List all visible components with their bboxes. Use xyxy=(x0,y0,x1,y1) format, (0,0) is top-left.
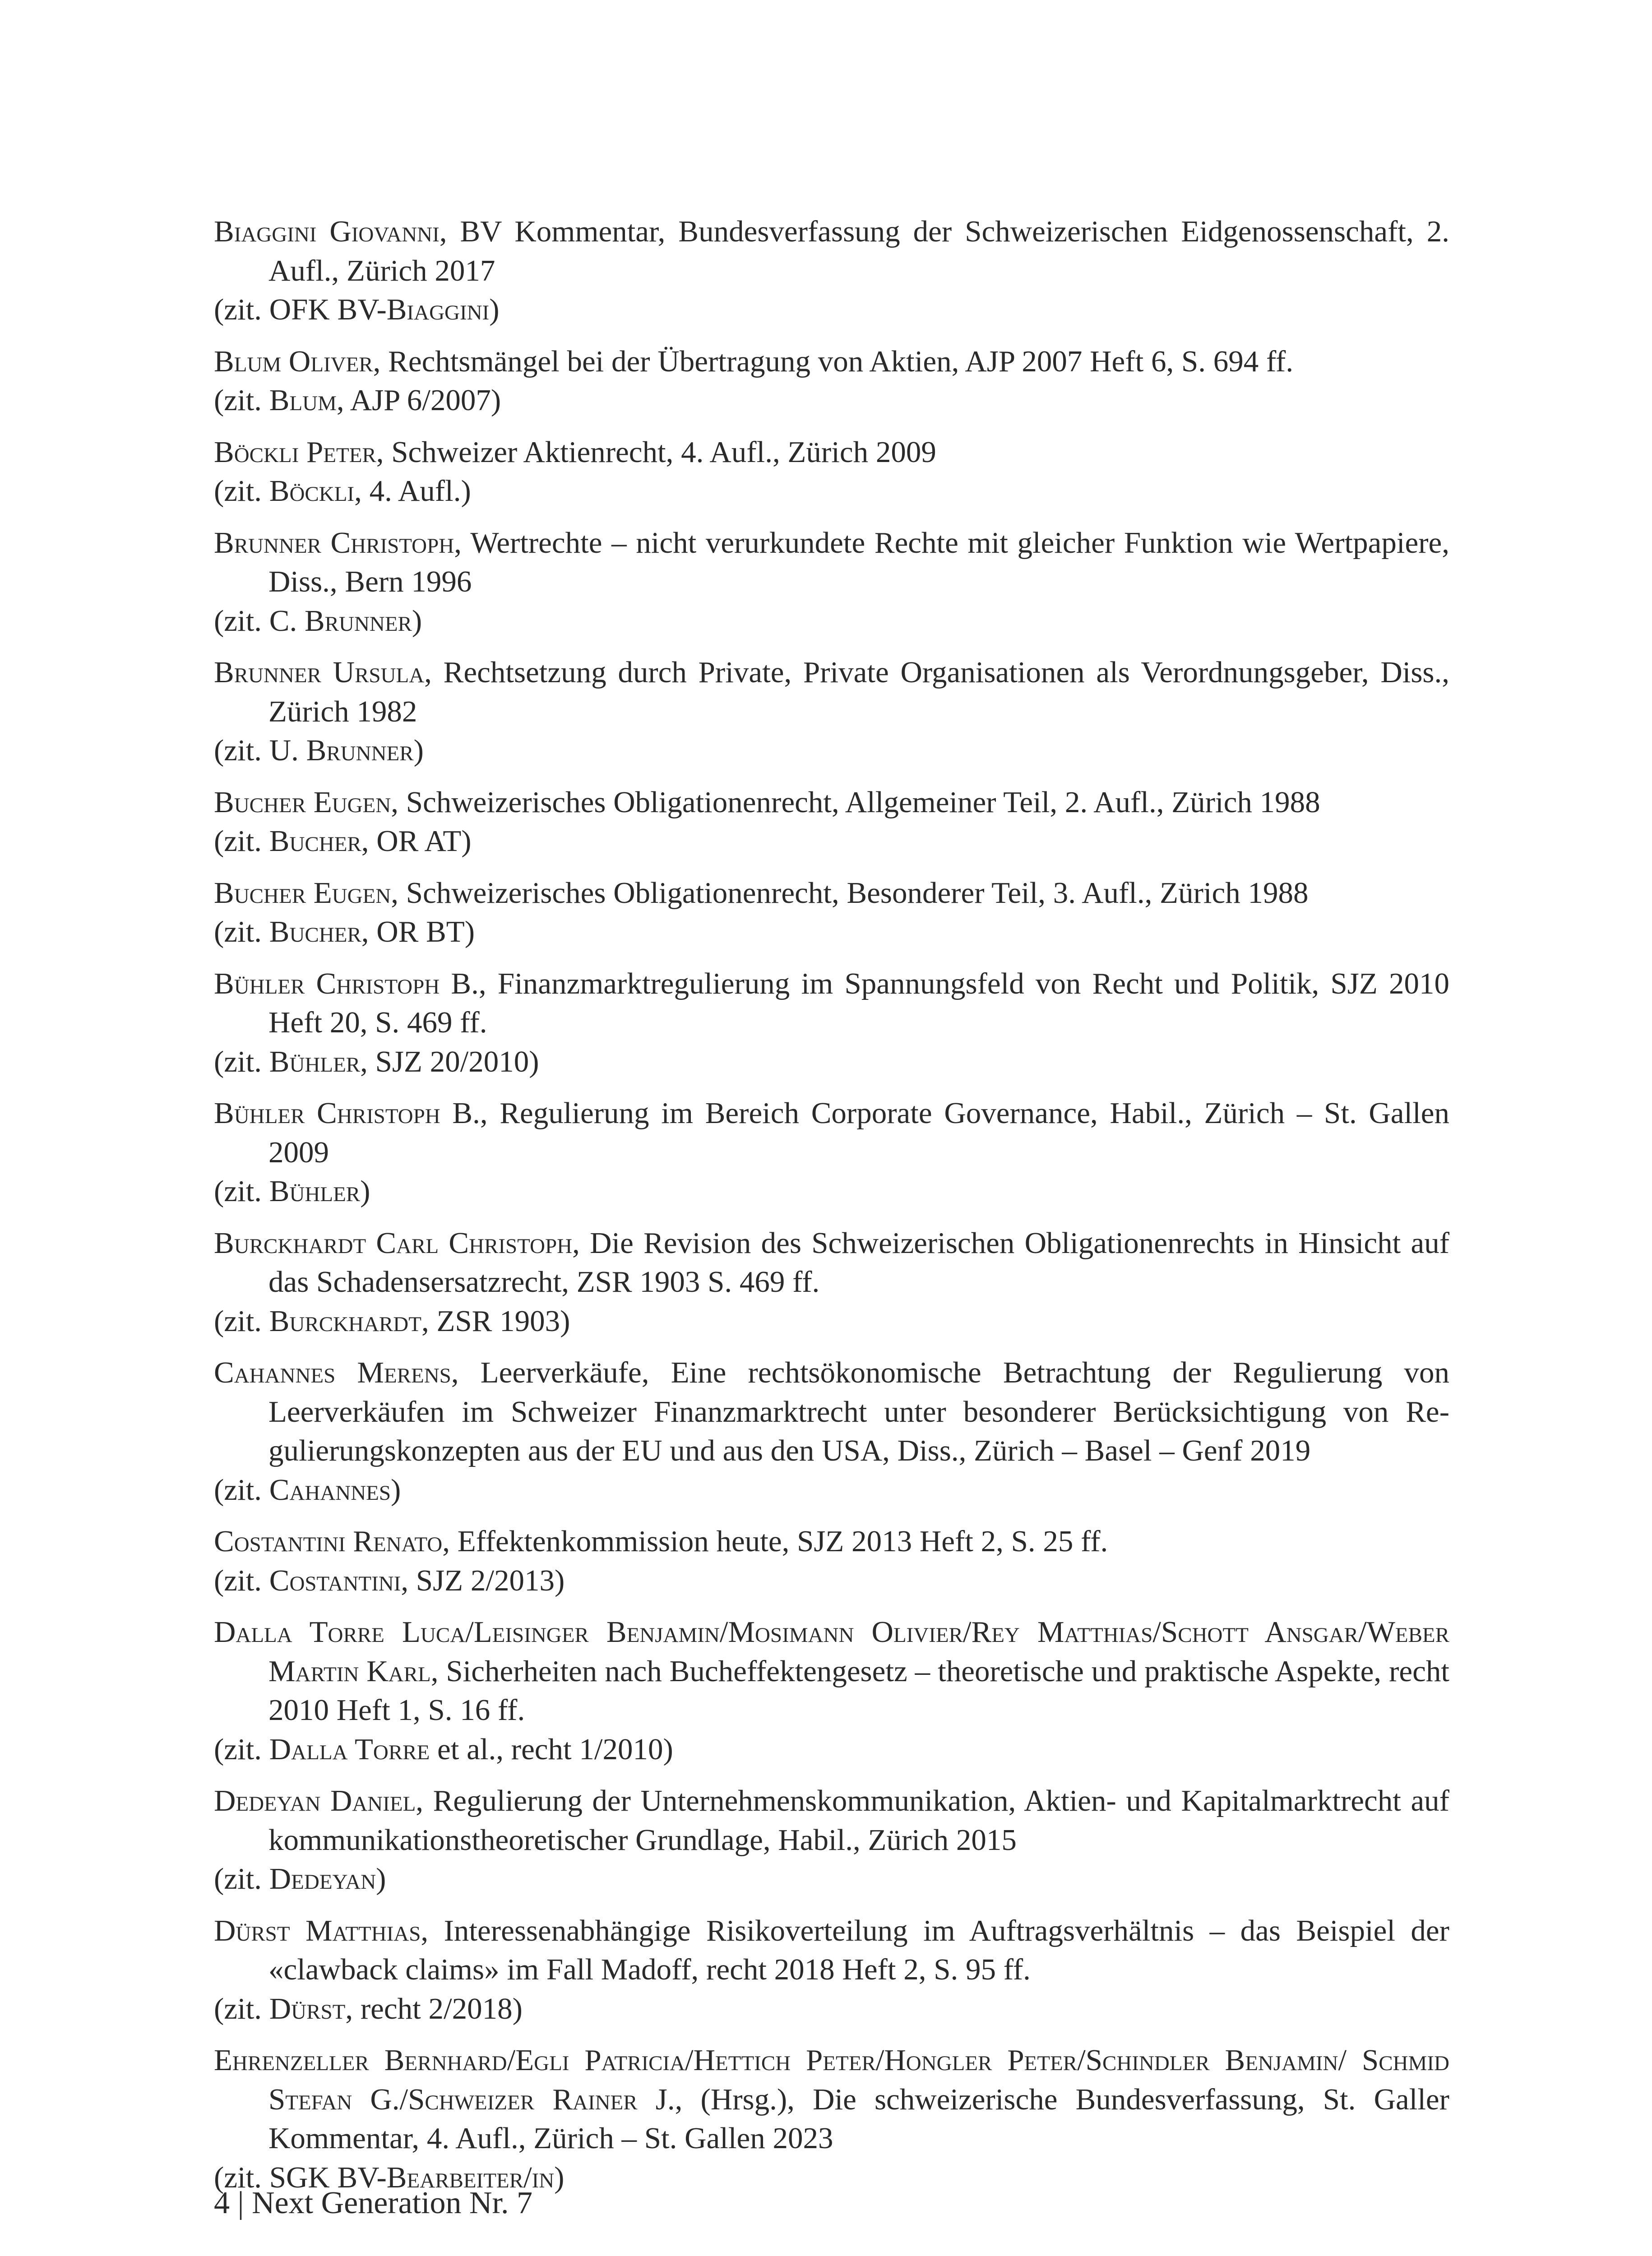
entry-author: Bühler Christoph xyxy=(214,1096,440,1130)
entry-work: , Schweizerisches Obligationenrecht, Besonderer Teil, 3. Aufl., Zürich 1988 xyxy=(391,876,1309,910)
citation-short-name: Brunner xyxy=(306,734,414,767)
citation-suffix: ) xyxy=(412,604,422,638)
citation-suffix: ) xyxy=(413,734,424,767)
entry-citation xyxy=(214,1302,1449,1341)
bibliography-entry xyxy=(214,523,1449,641)
citation-prefix: (zit. xyxy=(214,1992,269,2025)
citation-suffix: , AJP 6/2007) xyxy=(336,384,501,417)
entry-work: , Effektenkommission heute, SJZ 2013 Heft 2, S. 25 ff. xyxy=(442,1525,1108,1558)
citation-prefix: (zit. xyxy=(214,1732,269,1766)
entry-work: , Regulierung der Unternehmenskommunikation, Aktien- und Kapitalmarktrecht auf kommunikationstheoretischer Grundlage, Habil., Zürich 2015 xyxy=(268,1784,1449,1857)
bibliography-entry xyxy=(214,1781,1449,1899)
entry-author: Bucher Eugen xyxy=(214,785,391,819)
citation-suffix: , ZSR 1903) xyxy=(421,1304,570,1338)
citation-suffix: ) xyxy=(391,1473,401,1507)
entry-work: , (Hrsg.), Die schweizerische Bundesverfassung, St. Galler Kommentar, 4. Aufl., Zürich – St. Gallen 2023 xyxy=(268,2082,1449,2155)
bibliography-entry xyxy=(214,653,1449,770)
entry-author: Dedeyan Daniel xyxy=(214,1784,416,1817)
bibliography-entry xyxy=(214,964,1449,1082)
entry-citation xyxy=(214,381,1449,420)
citation-prefix: (zit. xyxy=(214,1045,269,1078)
citation-suffix: , OR AT) xyxy=(361,824,472,858)
entry-work: , Schweizerisches Obligationenrecht, Allgemeiner Teil, 2. Aufl., Zürich 1988 xyxy=(391,785,1320,819)
citation-prefix: (zit. OFK BV- xyxy=(214,293,387,326)
entry-author: Burckhardt Carl Christoph xyxy=(214,1226,573,1260)
bibliography-entry xyxy=(214,1224,1449,1341)
bibliography-entry xyxy=(214,1911,1449,2029)
citation-short-name: Dürst xyxy=(269,1992,346,2025)
citation-prefix: (zit. C. xyxy=(214,604,305,638)
entry-author: Bühler Christoph xyxy=(214,966,440,1000)
citation-suffix: , recht 2/2018) xyxy=(345,1992,523,2025)
entry-author: Costantini Renato xyxy=(214,1525,443,1558)
citation-suffix: ) xyxy=(360,1174,370,1208)
citation-short-name: Costantini xyxy=(269,1563,401,1597)
entry-citation xyxy=(214,1470,1449,1510)
entry-citation xyxy=(214,1172,1449,1211)
entry-author: Bucher Eugen xyxy=(214,876,391,910)
citation-suffix: ) xyxy=(376,1862,386,1895)
bibliography-entry xyxy=(214,212,1449,329)
citation-short-name: Brunner xyxy=(304,604,412,638)
citation-prefix: (zit. xyxy=(214,1563,269,1597)
entry-citation xyxy=(214,1042,1449,1082)
bibliography-entry xyxy=(214,1613,1449,1769)
citation-prefix: (zit. SGK BV- xyxy=(214,2160,387,2194)
citation-suffix: ) xyxy=(489,293,500,326)
citation-short-name: Dedeyan xyxy=(269,1862,376,1895)
citation-prefix: (zit. xyxy=(214,915,269,948)
entry-author: Brunner Ursula xyxy=(214,656,425,689)
citation-short-name: Bucher xyxy=(269,915,361,948)
entry-citation xyxy=(214,731,1449,770)
entry-work: , Schweizer Aktienrecht, 4. Aufl., Zürich 2009 xyxy=(376,435,936,469)
entry-author: Brunner Christoph xyxy=(214,526,454,559)
citation-prefix: (zit. xyxy=(214,1304,269,1338)
citation-short-name: Bühler xyxy=(269,1174,361,1208)
bibliography-entry xyxy=(214,2041,1449,2197)
bibliography-entry xyxy=(214,874,1449,952)
entry-work: , Interessenabhängige Risikoverteilung im Auftragsverhältnis – das Beispiel der «clawback claims» im Fall Madoff, recht 2018 Heft 2, S. 95 ff. xyxy=(268,1914,1449,1986)
entry-author: Böckli Peter xyxy=(214,435,376,469)
entry-work: , Wertrechte – nicht verurkundete Rechte mit gleicher Funktion wie Wertpapiere, Diss., Bern 1996 xyxy=(268,526,1449,598)
citation-short-name: Böckli xyxy=(269,474,355,508)
citation-prefix: (zit. xyxy=(214,384,269,417)
bibliography-entry xyxy=(214,1522,1449,1600)
bibliography-entry xyxy=(214,433,1449,511)
entry-author: Biaggini Giovanni xyxy=(214,215,440,248)
entry-author: Cahannes Merens xyxy=(214,1356,451,1389)
citation-suffix: et al., recht 1/2010) xyxy=(430,1732,673,1766)
entry-work: B., Finanzmarktregulierung im Spannungsfeld von Recht und Politik, SJZ 2010 Heft 20, S. 469 ff. xyxy=(268,966,1449,1039)
entry-author: Dalla Torre Luca/Leisinger Benjamin/Mosimann Olivier/Rey Matthias/Schott Ansgar/Weber Martin Karl xyxy=(214,1615,1449,1688)
citation-short-name: Bucher xyxy=(269,824,361,858)
citation-prefix: (zit. xyxy=(214,824,269,858)
entry-author: Ehrenzeller Bernhard/Egli Patricia/Hettich Peter/Hongler Peter/Schindler Benjamin/ Schmid Stefan G./Schweizer Rainer J. xyxy=(214,2043,1449,2116)
bibliography-entry xyxy=(214,1094,1449,1211)
citation-short-name: Bearbeiter/in xyxy=(386,2160,555,2194)
citation-prefix: (zit. xyxy=(214,1473,269,1507)
citation-short-name: Biaggini xyxy=(386,293,490,326)
entry-citation xyxy=(214,1989,1449,2029)
entry-work: , Die Revision des Schweizerischen Obligationenrechts in Hinsicht auf das Schadensersatzrecht, ZSR 1903 S. 469 ff. xyxy=(268,1226,1450,1299)
citation-short-name: Burckhardt xyxy=(269,1304,421,1338)
citation-suffix: , SJZ 2/2013) xyxy=(401,1563,565,1597)
entry-citation xyxy=(214,290,1449,329)
entry-citation xyxy=(214,472,1449,511)
bibliography-entry xyxy=(214,783,1449,861)
citation-short-name: Cahannes xyxy=(269,1473,391,1507)
entry-work: , Leerverkäufe, Eine rechtsökonomische Betrachtung der Regulierung von Leerverkäufen im Schweizer Finanzmarktrecht unter besonderer Berücksichtigung von Regulierungskonzepten aus der EU und aus den USA, Diss., Zürich – Basel – Genf 2019 xyxy=(268,1356,1450,1467)
entry-citation xyxy=(214,822,1449,861)
entry-citation xyxy=(214,601,1449,641)
entry-work: B., Regulierung im Bereich Corporate Governance, Habil., Zürich – St. Gallen 2009 xyxy=(268,1096,1449,1169)
citation-prefix: (zit. xyxy=(214,1862,269,1895)
citation-prefix: (zit. U. xyxy=(214,734,306,767)
citation-short-name: Bühler xyxy=(269,1045,361,1078)
citation-prefix: (zit. xyxy=(214,1174,269,1208)
entry-work: , Rechtsetzung durch Private, Private Organisationen als Verordnungsgeber, Diss., Zürich 1982 xyxy=(268,656,1450,728)
citation-suffix: ) xyxy=(554,2160,565,2194)
bibliography-entry xyxy=(214,1353,1449,1509)
entry-work: , Rechtsmängel bei der Übertragung von Aktien, AJP 2007 Heft 6, S. 694 ff. xyxy=(373,344,1294,378)
entry-work: , Sicherheiten nach Bucheffektengesetz – theoretische und praktische Aspekte, recht 2010 Heft 1, S. 16 ff. xyxy=(268,1654,1449,1727)
citation-prefix: (zit. xyxy=(214,474,269,508)
citation-suffix: , SJZ 20/2010) xyxy=(360,1045,539,1078)
citation-short-name: Dalla Torre xyxy=(269,1732,430,1766)
citation-suffix: , OR BT) xyxy=(361,915,475,948)
citation-suffix: , 4. Aufl.) xyxy=(354,474,471,508)
entry-citation xyxy=(214,1859,1449,1899)
entry-citation xyxy=(214,1561,1449,1600)
entry-citation xyxy=(214,912,1449,952)
bibliography-list xyxy=(214,212,1449,2210)
bibliography-entry xyxy=(214,342,1449,420)
citation-short-name: Blum xyxy=(269,384,337,417)
page-footer: 4 | Next Generation Nr. 7 xyxy=(214,2186,533,2220)
entry-author: Blum Oliver xyxy=(214,344,373,378)
entry-work: , BV Kommentar, Bundesverfassung der Schweizerischen Eidgenossenschaft, 2. Aufl., Zürich 2017 xyxy=(268,215,1450,287)
entry-author: Dürst Matthias xyxy=(214,1914,421,1947)
entry-citation xyxy=(214,1730,1449,1769)
